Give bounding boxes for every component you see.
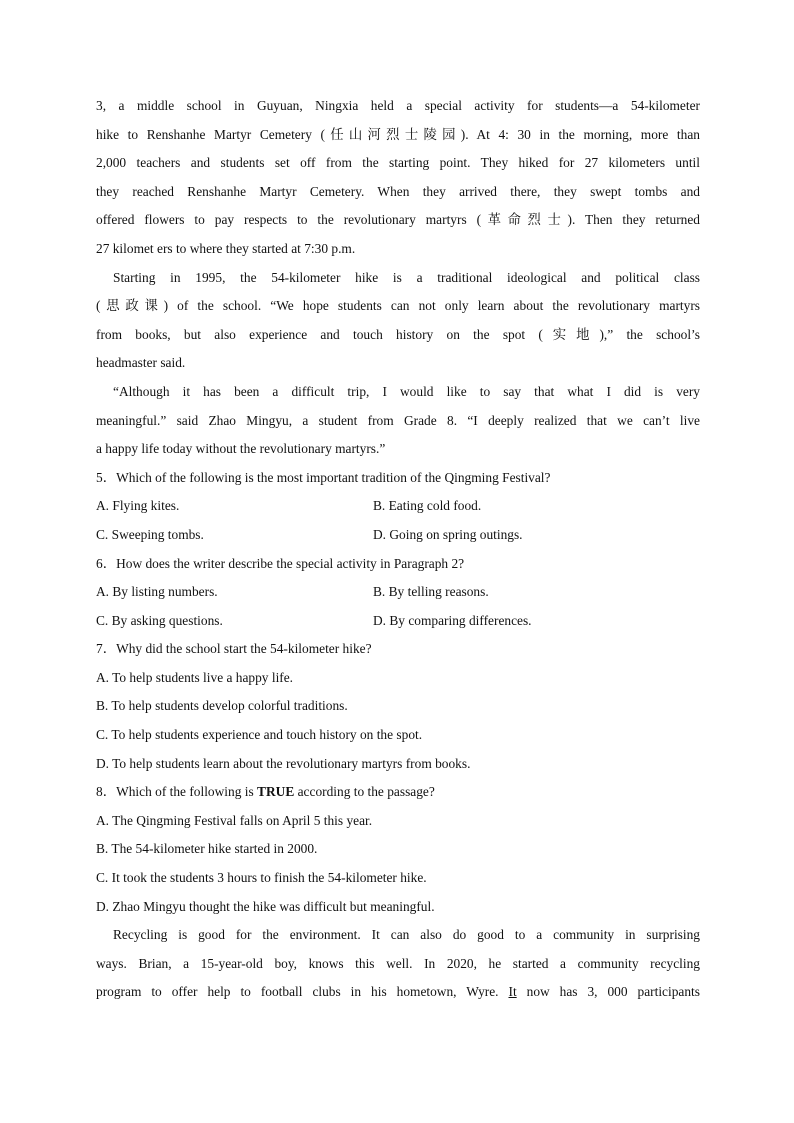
passage-line: Starting in 1995, the 54-kilometer hike is a traditional ideological and political class bbox=[113, 269, 700, 285]
option-b[interactable]: B. To help students develop colorful traditions. bbox=[96, 698, 348, 714]
passage-line: offered flowers to pay respects to the revolutionary martyrs (革命烈士). Then they returned bbox=[96, 212, 700, 228]
passage-text: program to offer help to football clubs in his hometown, Wyre. bbox=[96, 984, 509, 1000]
passage-line: (思政课) of the school. “We hope students can not only learn about the revolutionary martyrs bbox=[96, 298, 700, 314]
option-d[interactable]: D. By comparing differences. bbox=[373, 612, 532, 628]
exam-page bbox=[96, 92, 700, 1007]
option-b[interactable]: B. By telling reasons. bbox=[373, 584, 489, 600]
option-a[interactable]: A. To help students live a happy life. bbox=[96, 669, 294, 685]
passage-text: now has 3, 000 participants bbox=[516, 984, 700, 1000]
passage-line: hike to Renshanhe Martyr Cemetery (任山河烈士陵园). At 4: 30 in the morning, more than bbox=[96, 126, 700, 142]
underlined-word: It bbox=[508, 984, 517, 1000]
question-5 bbox=[96, 464, 700, 550]
question-6 bbox=[96, 550, 700, 636]
option-d[interactable]: D. Zhao Mingyu thought the hike was difficult but meaningful. bbox=[96, 898, 435, 914]
passage-line: 2,000 teachers and students set off from the starting point. They hiked for 27 kilometers until bbox=[96, 155, 700, 171]
passage-line: a happy life today without the revolutionary martyrs.” bbox=[96, 441, 386, 457]
question-7 bbox=[96, 635, 700, 778]
question-stem: 6．How does the writer describe the special activity in Paragraph 2? bbox=[96, 555, 465, 571]
question-stem: 7．Why did the school start the 54-kilometer hike? bbox=[96, 641, 372, 657]
option-b[interactable]: B. Eating cold food. bbox=[373, 498, 482, 514]
option-c[interactable]: C. It took the students 3 hours to finish the 54-kilometer hike. bbox=[96, 870, 427, 886]
option-c[interactable]: C. To help students experience and touch history on the spot. bbox=[96, 727, 423, 743]
option-row bbox=[96, 521, 700, 550]
question-stem-start: 8．Which of the following is bbox=[96, 784, 258, 800]
question-stem-emphasis: TRUE bbox=[257, 784, 295, 800]
passage-line: headmaster said. bbox=[96, 355, 186, 371]
option-row bbox=[96, 492, 700, 521]
passage-line: “Although it has been a difficult trip, I would like to say that what I did is very bbox=[113, 383, 700, 399]
option-row bbox=[96, 607, 700, 636]
option-d[interactable]: D. To help students learn about the revolutionary martyrs from books. bbox=[96, 755, 471, 771]
question-stem: 5．Which of the following is the most important tradition of the Qingming Festival? bbox=[96, 469, 551, 485]
passage-1 bbox=[96, 92, 700, 464]
option-row bbox=[96, 578, 700, 607]
passage-line: 27 kilomet ers to where they started at 7:30 p.m. bbox=[96, 240, 356, 256]
option-a[interactable]: A. The Qingming Festival falls on April 5 this year. bbox=[96, 812, 373, 828]
question-stem-end: according to the passage? bbox=[294, 784, 435, 800]
option-a[interactable]: A. Flying kites. bbox=[96, 498, 180, 514]
option-c[interactable]: C. By asking questions. bbox=[96, 612, 223, 628]
passage-line bbox=[96, 978, 700, 1007]
passage-line: 3, a middle school in Guyuan, Ningxia held a special activity for students—a 54-kilometer bbox=[96, 98, 700, 113]
passage-line: they reached Renshanhe Martyr Cemetery. When they arrived there, they swept tombs and bbox=[96, 183, 700, 199]
question-stem bbox=[96, 778, 700, 807]
option-c[interactable]: C. Sweeping tombs. bbox=[96, 526, 204, 542]
option-a[interactable]: A. By listing numbers. bbox=[96, 584, 218, 600]
passage-line: Recycling is good for the environment. It can also do good to a community in surprising bbox=[113, 927, 700, 943]
option-d[interactable]: D. Going on spring outings. bbox=[373, 526, 523, 542]
passage-line: meaningful.” said Zhao Mingyu, a student from Grade 8. “I deeply realized that we can’t live bbox=[96, 412, 700, 428]
passage-line: from books, but also experience and touch history on the spot (实地),” the school’s bbox=[96, 326, 700, 342]
passage-2 bbox=[96, 921, 700, 1007]
passage-line: ways. Brian, a 15-year-old boy, knows this well. In 2020, he started a community recycling bbox=[96, 955, 700, 971]
option-b[interactable]: B. The 54-kilometer hike started in 2000. bbox=[96, 841, 318, 857]
question-8 bbox=[96, 778, 700, 921]
